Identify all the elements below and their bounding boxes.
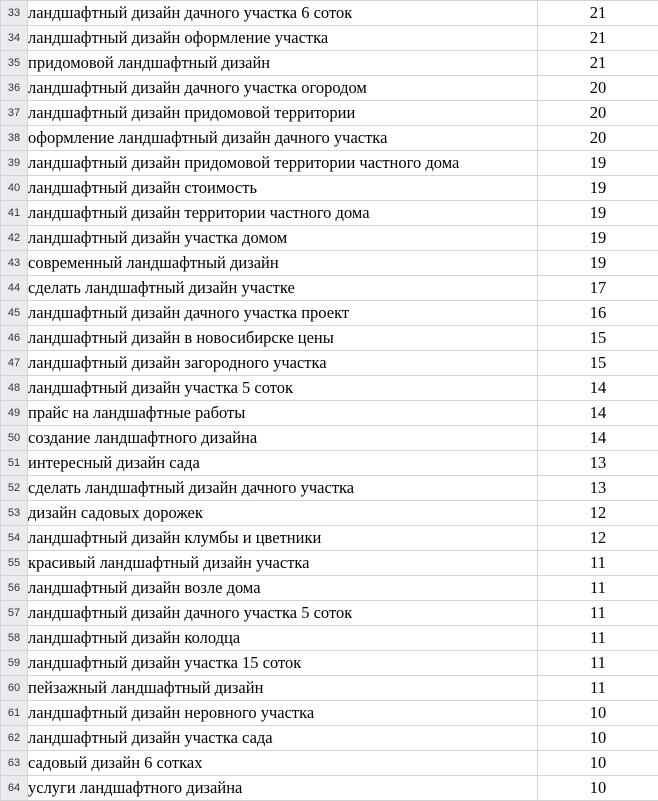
row-number-header[interactable]: 60 [1,676,28,701]
row-number-header[interactable]: 57 [1,601,28,626]
frequency-cell[interactable]: 11 [538,626,658,651]
row-number-header[interactable]: 53 [1,501,28,526]
table-row[interactable] [1,451,658,476]
keyword-cell[interactable]: ландшафтный дизайн дачного участка проект [28,301,538,326]
table-row[interactable] [1,251,658,276]
frequency-cell[interactable]: 14 [538,376,658,401]
frequency-cell[interactable]: 10 [538,726,658,751]
table-row[interactable] [1,226,658,251]
table-row[interactable] [1,51,658,76]
keyword-cell[interactable]: ландшафтный дизайн возле дома [28,576,538,601]
frequency-cell[interactable]: 17 [538,276,658,301]
row-number-header[interactable]: 59 [1,651,28,676]
row-number-header[interactable]: 63 [1,751,28,776]
row-number-header[interactable]: 40 [1,176,28,201]
keyword-cell[interactable]: дизайн садовых дорожек [28,501,538,526]
frequency-cell[interactable]: 16 [538,301,658,326]
table-row[interactable] [1,301,658,326]
table-row[interactable] [1,576,658,601]
keyword-cell[interactable]: ландшафтный дизайн участка домом [28,226,538,251]
row-number-header[interactable]: 50 [1,426,28,451]
frequency-cell[interactable]: 20 [538,101,658,126]
keyword-cell[interactable]: ландшафтный дизайн придомовой территории частного дома [28,151,538,176]
table-row[interactable] [1,701,658,726]
table-row[interactable] [1,626,658,651]
row-number-header[interactable]: 52 [1,476,28,501]
frequency-cell[interactable]: 19 [538,251,658,276]
frequency-cell[interactable]: 20 [538,126,658,151]
row-number-header[interactable]: 64 [1,776,28,801]
table-row[interactable] [1,776,658,801]
keyword-cell[interactable]: сделать ландшафтный дизайн участке [28,276,538,301]
table-row[interactable] [1,551,658,576]
row-number-header[interactable]: 62 [1,726,28,751]
keyword-cell[interactable]: создание ландшафтного дизайна [28,426,538,451]
frequency-cell[interactable]: 19 [538,176,658,201]
row-number-header[interactable]: 56 [1,576,28,601]
table-row[interactable] [1,101,658,126]
row-number-header[interactable]: 48 [1,376,28,401]
row-number-header[interactable]: 41 [1,201,28,226]
frequency-cell[interactable]: 10 [538,701,658,726]
frequency-cell[interactable]: 14 [538,426,658,451]
row-number-header[interactable]: 43 [1,251,28,276]
keyword-cell[interactable]: ландшафтный дизайн загородного участка [28,351,538,376]
frequency-cell[interactable]: 15 [538,326,658,351]
row-number-header[interactable]: 61 [1,701,28,726]
frequency-cell[interactable]: 10 [538,751,658,776]
keyword-cell[interactable]: ландшафтный дизайн дачного участка 6 соток [28,1,538,26]
row-number-header[interactable]: 38 [1,126,28,151]
row-number-header[interactable]: 37 [1,101,28,126]
frequency-cell[interactable]: 11 [538,651,658,676]
table-row[interactable] [1,351,658,376]
keyword-cell[interactable]: ландшафтный дизайн оформление участка [28,26,538,51]
table-row[interactable] [1,601,658,626]
keyword-cell[interactable]: сделать ландшафтный дизайн дачного участка [28,476,538,501]
keyword-cell[interactable]: ландшафтный дизайн придомовой территории [28,101,538,126]
frequency-cell[interactable]: 20 [538,76,658,101]
frequency-cell[interactable]: 13 [538,451,658,476]
table-row[interactable] [1,501,658,526]
table-row[interactable] [1,476,658,501]
row-number-header[interactable]: 49 [1,401,28,426]
table-row[interactable] [1,526,658,551]
row-number-header[interactable]: 36 [1,76,28,101]
keyword-cell[interactable]: интересный дизайн сада [28,451,538,476]
keyword-cell[interactable]: услуги ландшафтного дизайна [28,776,538,801]
frequency-cell[interactable]: 19 [538,201,658,226]
keyword-cell[interactable]: ландшафтный дизайн участка 5 соток [28,376,538,401]
table-row[interactable] [1,76,658,101]
row-number-header[interactable]: 45 [1,301,28,326]
frequency-cell[interactable]: 10 [538,776,658,801]
row-number-header[interactable]: 54 [1,526,28,551]
table-row[interactable] [1,651,658,676]
keyword-cell[interactable]: ландшафтный дизайн дачного участка 5 соток [28,601,538,626]
frequency-cell[interactable]: 11 [538,601,658,626]
table-row[interactable] [1,151,658,176]
table-row[interactable] [1,201,658,226]
table-row[interactable] [1,326,658,351]
keyword-cell[interactable]: современный ландшафтный дизайн [28,251,538,276]
row-number-header[interactable]: 34 [1,26,28,51]
table-row[interactable] [1,376,658,401]
row-number-header[interactable]: 44 [1,276,28,301]
keyword-cell[interactable]: ландшафтный дизайн колодца [28,626,538,651]
keyword-cell[interactable]: прайс на ландшафтные работы [28,401,538,426]
table-row[interactable] [1,176,658,201]
row-number-header[interactable]: 39 [1,151,28,176]
keyword-cell[interactable]: ландшафтный дизайн неровного участка [28,701,538,726]
frequency-cell[interactable]: 12 [538,526,658,551]
row-number-header[interactable]: 42 [1,226,28,251]
keyword-cell[interactable]: ландшафтный дизайн участка 15 соток [28,651,538,676]
row-number-header[interactable]: 58 [1,626,28,651]
table-row[interactable] [1,276,658,301]
row-number-header[interactable]: 51 [1,451,28,476]
frequency-cell[interactable]: 19 [538,151,658,176]
table-row[interactable] [1,751,658,776]
row-number-header[interactable]: 55 [1,551,28,576]
table-row[interactable] [1,1,658,26]
frequency-cell[interactable]: 11 [538,676,658,701]
table-row[interactable] [1,401,658,426]
frequency-cell[interactable]: 13 [538,476,658,501]
keyword-cell[interactable]: садовый дизайн 6 сотках [28,751,538,776]
keyword-cell[interactable]: ландшафтный дизайн территории частного дома [28,201,538,226]
table-row[interactable] [1,676,658,701]
frequency-cell[interactable]: 21 [538,26,658,51]
keyword-cell[interactable]: придомовой ландшафтный дизайн [28,51,538,76]
row-number-header[interactable]: 35 [1,51,28,76]
table-row[interactable] [1,26,658,51]
keyword-cell[interactable]: красивый ландшафтный дизайн участка [28,551,538,576]
keyword-cell[interactable]: оформление ландшафтный дизайн дачного участка [28,126,538,151]
table-body [1,1,658,801]
keyword-cell[interactable]: ландшафтный дизайн клумбы и цветники [28,526,538,551]
table-row[interactable] [1,426,658,451]
keyword-cell[interactable]: пейзажный ландшафтный дизайн [28,676,538,701]
frequency-cell[interactable]: 11 [538,576,658,601]
keyword-cell[interactable]: ландшафтный дизайн участка сада [28,726,538,751]
frequency-cell[interactable]: 14 [538,401,658,426]
keyword-cell[interactable]: ландшафтный дизайн дачного участка огородом [28,76,538,101]
row-number-header[interactable]: 46 [1,326,28,351]
frequency-cell[interactable]: 12 [538,501,658,526]
keyword-cell[interactable]: ландшафтный дизайн стоимость [28,176,538,201]
row-number-header[interactable]: 47 [1,351,28,376]
row-number-header[interactable]: 33 [1,1,28,26]
keyword-cell[interactable]: ландшафтный дизайн в новосибирске цены [28,326,538,351]
frequency-cell[interactable]: 15 [538,351,658,376]
frequency-cell[interactable]: 19 [538,226,658,251]
frequency-cell[interactable]: 11 [538,551,658,576]
frequency-cell[interactable]: 21 [538,1,658,26]
table-row[interactable] [1,126,658,151]
frequency-cell[interactable]: 21 [538,51,658,76]
table-row[interactable] [1,726,658,751]
